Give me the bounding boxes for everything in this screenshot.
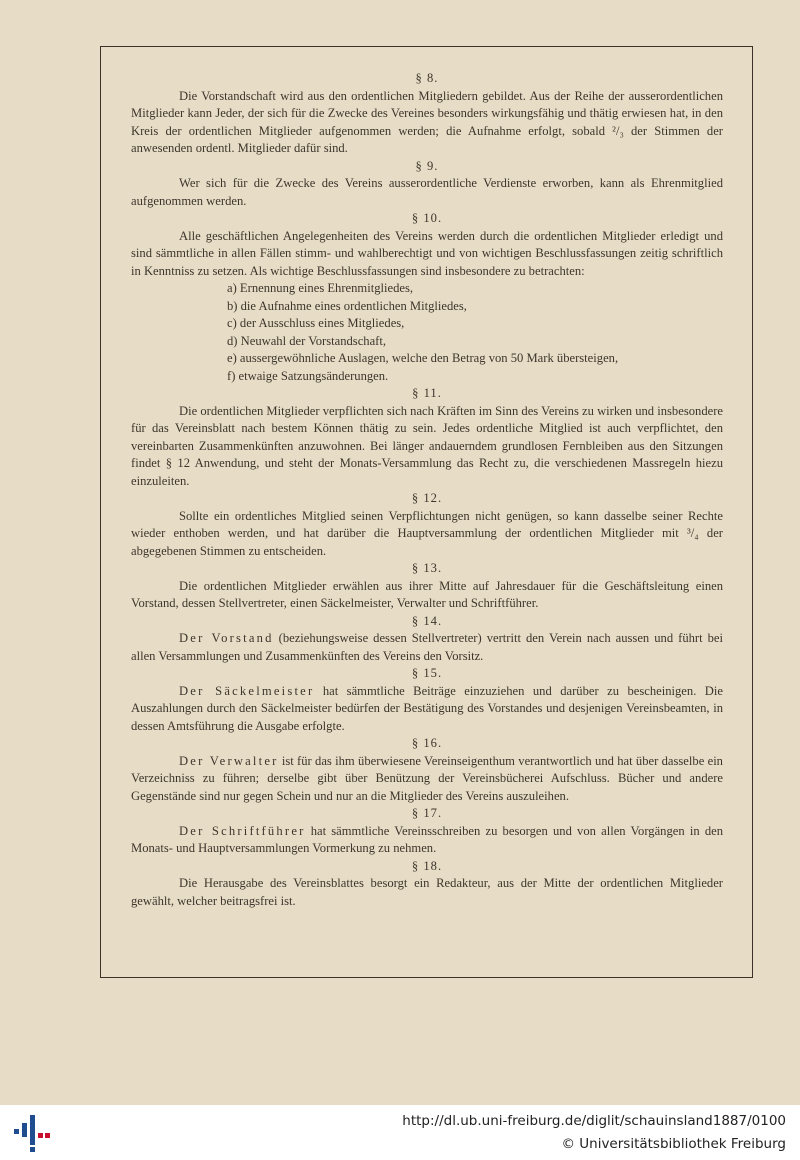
section-17-text: hat sämmtliche Vereinsschreiben zu besorgen und von allen Vorgängen in den Monats- und Hauptversammlungen Vormerkung zu nehmen. xyxy=(131,823,723,855)
section-14-lead: Der Vorstand xyxy=(179,631,274,645)
section-10-list xyxy=(131,280,723,385)
section-14-heading: § 14. xyxy=(411,613,443,628)
ub-freiburg-logo-icon xyxy=(12,1113,52,1153)
list-item: b) die Aufnahme eines ordentlichen Mitgliedes, xyxy=(227,298,467,313)
section-10-text: Alle geschäftlichen Angelegenheiten des Vereins werden durch die ordentlichen Mitglieder erledigt und sind sämmtliche in allen Fällen stimm- und wahlberechtigt und von wichtigen Beschlussfassungen zeitig schriftlich in Kenntniss zu setzen. Als wichtige Beschlussfassungen sind insbesondere zu betrachten: xyxy=(131,228,723,278)
list-item: d) Neuwahl der Vorstandschaft, xyxy=(227,333,387,348)
section-15-lead: Der Säckelmeister xyxy=(179,683,315,698)
section-15-heading: § 15. xyxy=(411,666,443,680)
section-11-text: Die ordentlichen Mitglieder verpflichten sich nach Kräften im Sinn des Vereins zu wirken und insbesondere für das Vereinsblatt nach bestem Können thätig zu sein. Jedes ordentliche Mitglied ist auch verpflichtet, den vereinbarten Zusammenkünften anzuwohnen. Bei länger andauerndem grundlosen Fernbleiben aus den Sitzungen findet § 12 Anwendung, und steht der Monats-Versammlung das Recht zu, die verschiedenen Massregeln hiezu einzuleiten. xyxy=(131,403,723,488)
section-13-heading: § 13. xyxy=(411,561,443,575)
permalink-url[interactable]: http://dl.ub.uni-freiburg.de/diglit/schauinsland1887/0100 xyxy=(402,1113,786,1129)
section-14-text: (beziehungsweise dessen Stellvertreter) vertritt den Verein nach aussen und führt bei allen Versammlungen und Zusammenkünften des Vereins den Vorsitz. xyxy=(131,631,724,663)
section-18-text: Die Herausgabe des Vereinsblattes besorgt ein Redakteur, aus der Mitte der ordentlichen Mitglieder gewählt, welcher beitragsfrei ist. xyxy=(131,876,723,908)
copyright-notice: © Universitätsbibliothek Freiburg xyxy=(561,1136,786,1152)
section-17-heading: § 17. xyxy=(411,806,443,820)
library-footer xyxy=(0,1105,800,1160)
list-item: a) Ernennung eines Ehrenmitgliedes, xyxy=(227,281,414,295)
section-17-paragraph xyxy=(131,823,723,858)
section-13-text: Die ordentlichen Mitglieder erwählen aus ihrer Mitte auf Jahresdauer für die Geschäftsleitung einen Vorstand, dessen Stellvertreter, einen Säckelmeister, Verwalter und Schriftführer. xyxy=(131,578,723,610)
section-16-text: ist für das ihm überwiesene Vereinseigenthum verantwortlich und hat über dasselbe ein Verzeichniss zu führen; derselbe gibt über Benützung der Vereinsbücherei Aufschluss. Bücher und andere Gegenstände sind nur gegen Schein und nur an die Mitglieder des Vereins auszuleihen. xyxy=(131,753,723,803)
section-8-text: Die Vorstandschaft wird aus den ordentlichen Mitgliedern gebildet. Aus der Reihe der ausserordentlichen Mitglieder kann Jeder, der sich für die Zwecke des Vereines besonders wirkungsfähig und thätig erwiesen hat, in den Kreis der ordentlichen Mitglieder aufgenommen werden; die Aufnahme erfolgt, sobald ²/₃ der Stimmen der anwesenden ordentl. Mitglieder dafür sind. xyxy=(131,88,723,155)
section-8-heading: § 8. xyxy=(415,71,439,85)
section-9-text: Wer sich für die Zwecke des Vereins ausserordentliche Verdienste erworben, kann als Ehrenmitglied aufgenommen werden. xyxy=(131,176,723,208)
section-17-lead: Der Schriftführer xyxy=(179,823,306,838)
section-9-heading: § 9. xyxy=(415,158,439,173)
section-18-heading: § 18. xyxy=(411,858,443,873)
section-12-text: Sollte ein ordentliches Mitglied seinen Verpflichtungen nicht genügen, so kann dasselbe seiner Rechte wieder enthoben werden, und hat darüber die Hauptversammlung der ordentlichen Mitglieder mit ³/₄ der abgegebenen Stimmen zu entscheiden. xyxy=(131,508,723,558)
section-16-paragraph xyxy=(131,753,723,806)
section-11-heading: § 11. xyxy=(412,386,442,400)
list-item: c) der Ausschluss eines Mitgliedes, xyxy=(227,316,405,330)
section-12-heading: § 12. xyxy=(411,491,443,505)
list-item: e) aussergewöhnliche Auslagen, welche den Betrag von 50 Mark übersteigen, xyxy=(227,351,619,365)
section-10-heading: § 10. xyxy=(411,211,443,225)
statute-text xyxy=(131,70,723,910)
section-14-paragraph xyxy=(131,630,723,665)
section-15-text: hat sämmtliche Beiträge einzuziehen und darüber zu bescheinigen. Die Auszahlungen durch den Säckelmeister bedürfen der Bestätigung des Vorstandes und desjenigen Vereinsbeamten, in dessen Amtsführung die Ausgabe erfolgte. xyxy=(131,683,723,733)
section-16-lead: Der Verwalter xyxy=(179,753,279,768)
section-16-heading: § 16. xyxy=(411,736,443,750)
section-15-paragraph xyxy=(131,683,723,736)
list-item: f) etwaige Satzungsänderungen. xyxy=(227,368,389,383)
